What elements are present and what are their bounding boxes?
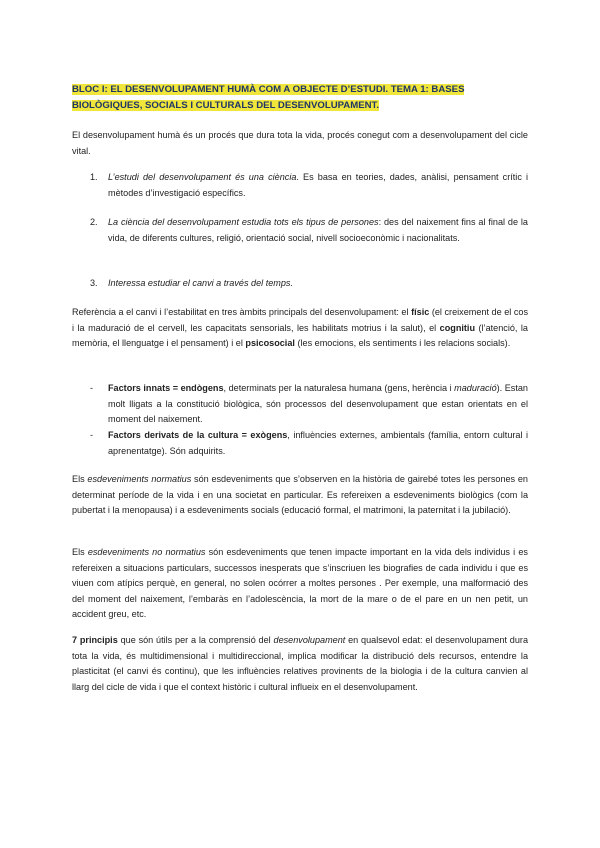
no-normatius-paragraph: Els esdeveniments no normatius són esdeveniments que tenen impacte important en la vida dels individus i es refereixen a situacions particulars, successos inesperats que s’inscriuen les biografies de cada individu i que es viuen com atípics perquè, en general, no solen ocórrer a moltes persones . Per exemple, una malformació des del moment del naixement, l’embaràs en l’adolescència, la mort de la mare o de el pare en un nen petit, un accident greu, etc. xyxy=(72,547,528,620)
list-item: Interessa estudiar el canvi a través del temps. xyxy=(108,278,293,288)
list-number: 1. xyxy=(90,172,98,182)
list-item: La ciència del desenvolupament estudia tots els tipus de persones: des del naixement fins al final de la vida, de diferents cultures, religió, orientació social, nivell socioeconòmic i nacionalitats. xyxy=(108,217,528,243)
list-number: 3. xyxy=(90,278,98,288)
normatius-paragraph: Els esdeveniments normatius són esdeveniments que s’observen en la història de gairebé totes les persones en determinat període de la vida i en una societat en particular. Es refereixen a esdeveniments biològics (com la pubertat i la menopausa) i a esdeveniments socials (educació formal, el matrimoni, la paternitat i la jubilació). xyxy=(72,474,528,516)
list-number: 2. xyxy=(90,217,98,227)
page-title: BLOC I: EL DESENVOLUPAMENT HUMÀ COM A OBJECTE D’ESTUDI. TEMA 1: BASES BIOLÒGIQUES, SOCIALS I CULTURALS DEL DESENVOLUPAMENT. xyxy=(72,84,465,111)
list-item: L’estudi del desenvolupament és una ciència. Es basa en teories, dades, anàlisi, pensament crític i mètodes d’investigació específics. xyxy=(108,172,528,198)
factor-item: Factors derivats de la cultura = exògens, influències externes, ambientals (família, entorn cultural i aprenentatge). Són adquirits. xyxy=(108,430,528,456)
list-dash: - xyxy=(90,383,94,393)
list-dash: - xyxy=(90,430,94,440)
factor-item: Factors innats = endògens, determinats per la naturalesa humana (gens, herència i maduració). Estan molt lligats a la constitució biològica, són processos del desenvolupament que estan orientats en el moment del naixement. xyxy=(108,383,528,425)
intro-paragraph: El desenvolupament humà és un procés que dura tota la vida, procés conegut com a desenvolupament del cicle vital. xyxy=(72,130,528,156)
ambits-paragraph: Referència a el canvi i l’estabilitat en tres àmbits principals del desenvolupament: el físic (el creixement de el cos i la maduració de el cervell, les capacitats sensorials, les habilitats motrius i la salut), el cognitiu (l’atenció, la memòria, el llenguatge i el pensament) i el psicosocial (les emocions, els sentiments i les relacions socials). xyxy=(72,307,528,349)
principis-paragraph: 7 principis que són útils per a la comprensió del desenvolupament en qualsevol edat: el desenvolupament dura tota la vida, és multidimensional i multidireccional, implica modificar la distribució dels recursos, entendre la plasticitat (el canvi és continu), que les influències relatives provinents de la biologia i de la cultura canvien al llarg del cicle de vida i que el context històric i cultural influeix en el desenvolupament. xyxy=(72,635,529,692)
